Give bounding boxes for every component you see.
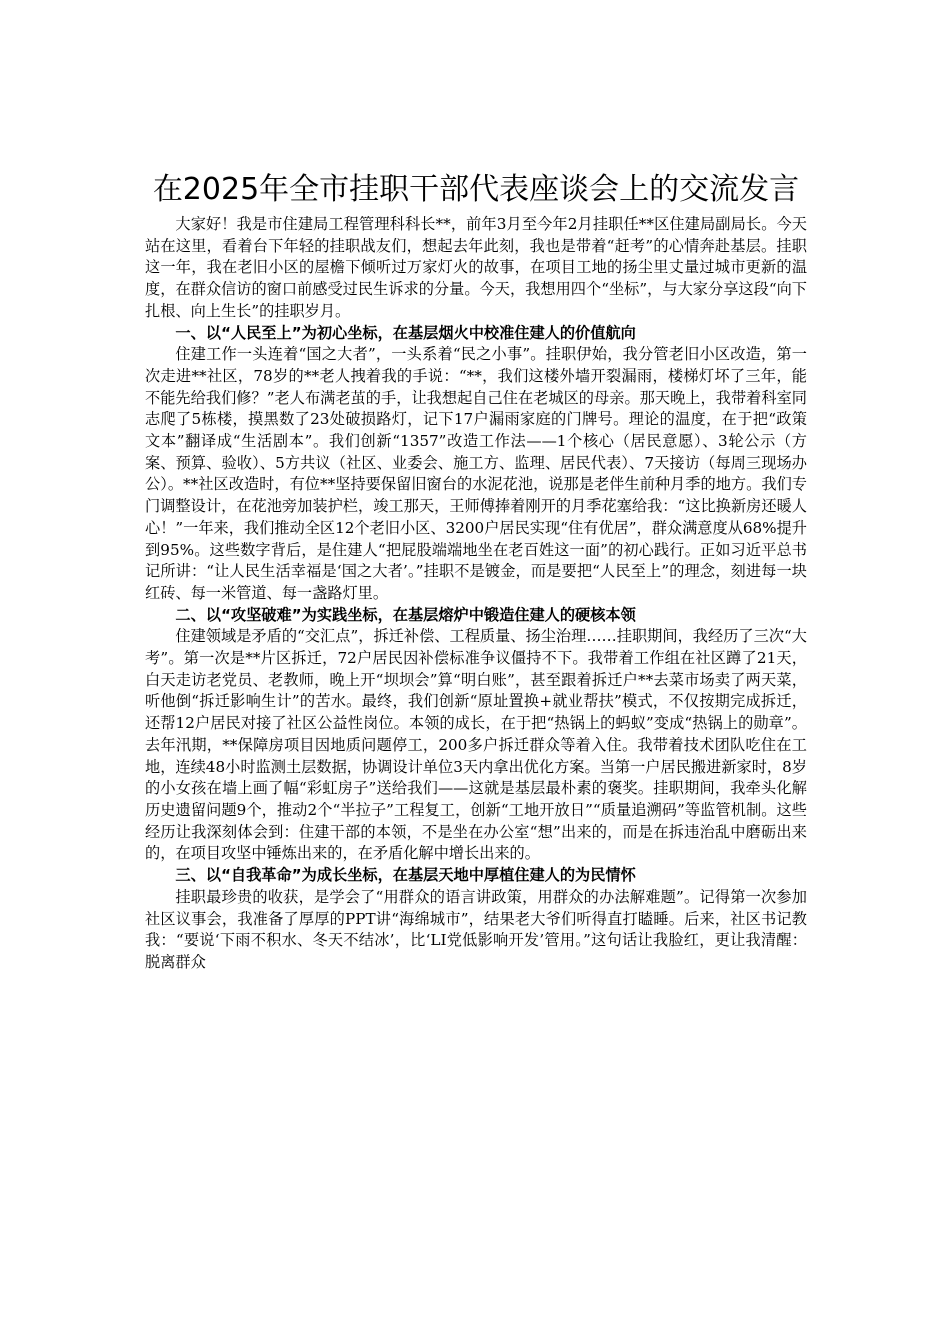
intro-paragraph: 大家好！我是市住建局工程管理科科长**，前年3月至今年2月挂职任**区住建局副局长。今天站在这里，看着台下年轻的挂职战友们，想起去年此刻，我也是带着“赶考”的心情奔赴基层。挂职这一年，我在老旧小区的屋檐下倾听过万家灯火的故事，在项目工地的扬尘里丈量过城市更新的温度，在群众信访的窗口前感受过民生诉求的分量。今天，我想用四个“坐标”，与大家分享这段“向下扎根、向上生长”的挂职岁月。: [145, 215, 807, 320]
section-paragraph-3: 挂职最珍贵的收获，是学会了“用群众的语言讲政策，用群众的办法解难题”。记得第一次参加社区议事会，我准备了厚厚的PPT讲“海绵城市”，结果老大爷们听得直打瞌睡。后来，社区书记教我：“要说‘下雨不积水、冬天不结冰’，比‘LI党低影响开发’管用。”这句话让我脸红，更让我清醒：脱离群众: [145, 887, 807, 971]
section-heading-3: 三、以“自我革命”为成长坐标，在基层天地中厚植住建人的为民情怀: [175, 866, 636, 885]
section-paragraph-1: 住建工作一头连着“国之大者”，一头系着“民之小事”。挂职伊始，我分管老旧小区改造，第一次走进**社区，78岁的**老人拽着我的手说：“**，我们这楼外墙开裂漏雨，楼梯灯坏了三年，能不能先给我们修？”老人布满老茧的手，让我想起自己住在老城区的母亲。那天晚上，我带着科室同志爬了5栋楼，摸黑数了23处破损路灯，记下17户漏雨家庭的门牌号。理论的温度，在于把“政策文本”翻译成“生活剧本”。我们创新“1357”改造工作法——1个核心（居民意愿）、3轮公示（方案、预算、验收）、5方共议（社区、业委会、施工方、监理、居民代表）、7天接访（每周三现场办公）。**社区改造时，有位**坚持要保留旧窗台的水泥花池，说那是老伴生前种月季的地方。我们专门调整设计，在花池旁加装护栏，竣工那天，王师傅捧着刚开的月季花塞给我：“这比换新房还暖人心！”一年来，我们推动全区12个老旧小区、3200户居民实现“住有优居”，群众满意度从68%提升到95%。这些数字背后，是住建人“把屁股端端地坐在老百姓这一面”的初心践行。正如习近平总书记所讲：“让人民生活幸福是‘国之大者’。”挂职不是镀金，而是要把“人民至上”的理念，刻进每一块红砖、每一米管道、每一盏路灯里。: [145, 345, 807, 602]
document-title: 在2025年全市挂职干部代表座谈会上的交流发言: [152, 172, 800, 207]
section-paragraph-2: 住建领域是矛盾的“交汇点”，拆迁补偿、工程质量、扬尘治理……挂职期间，我经历了三次“大考”。第一次是**片区拆迁，72户居民因补偿标准争议僵持不下。我带着工作组在社区蹲了21天，白天走访老党员、老教师，晚上开“坝坝会”算“明白账”，甚至跟着拆迁户**去菜市场卖了两天菜，听他倒“拆迁影响生计”的苦水。最终，我们创新“原址置换+就业帮扶”模式，不仅按期完成拆迁，还帮12户居民对接了社区公益性岗位。本领的成长，在于把“热锅上的蚂蚁”变成“热锅上的勋章”。去年汛期，**保障房项目因地质问题停工，200多户拆迁群众等着入住。我带着技术团队吃住在工地，连续48小时监测土层数据，协调设计单位3天内拿出优化方案。当第一户居民搬进新家时，8岁的小女孩在墙上画了幅“彩虹房子”送给我们——这就是基层最朴素的褒奖。挂职期间，我牵头化解历史遗留问题9个，推动2个“半拉子”工程复工，创新“工地开放日”“质量追溯码”等监管机制。这些经历让我深刻体会到：住建干部的本领，不是坐在办公室“想”出来的，而是在拆违治乱中磨砺出来的，在项目攻坚中锤炼出来的，在矛盾化解中增长出来的。: [145, 627, 807, 863]
document-page: [145, 168, 807, 974]
section-heading-1: 一、以“人民至上”为初心坐标，在基层烟火中校准住建人的价值航向: [175, 323, 636, 342]
section-heading-2: 二、以“攻坚破难”为实践坐标，在基层熔炉中锻造住建人的硬核本领: [175, 605, 636, 624]
